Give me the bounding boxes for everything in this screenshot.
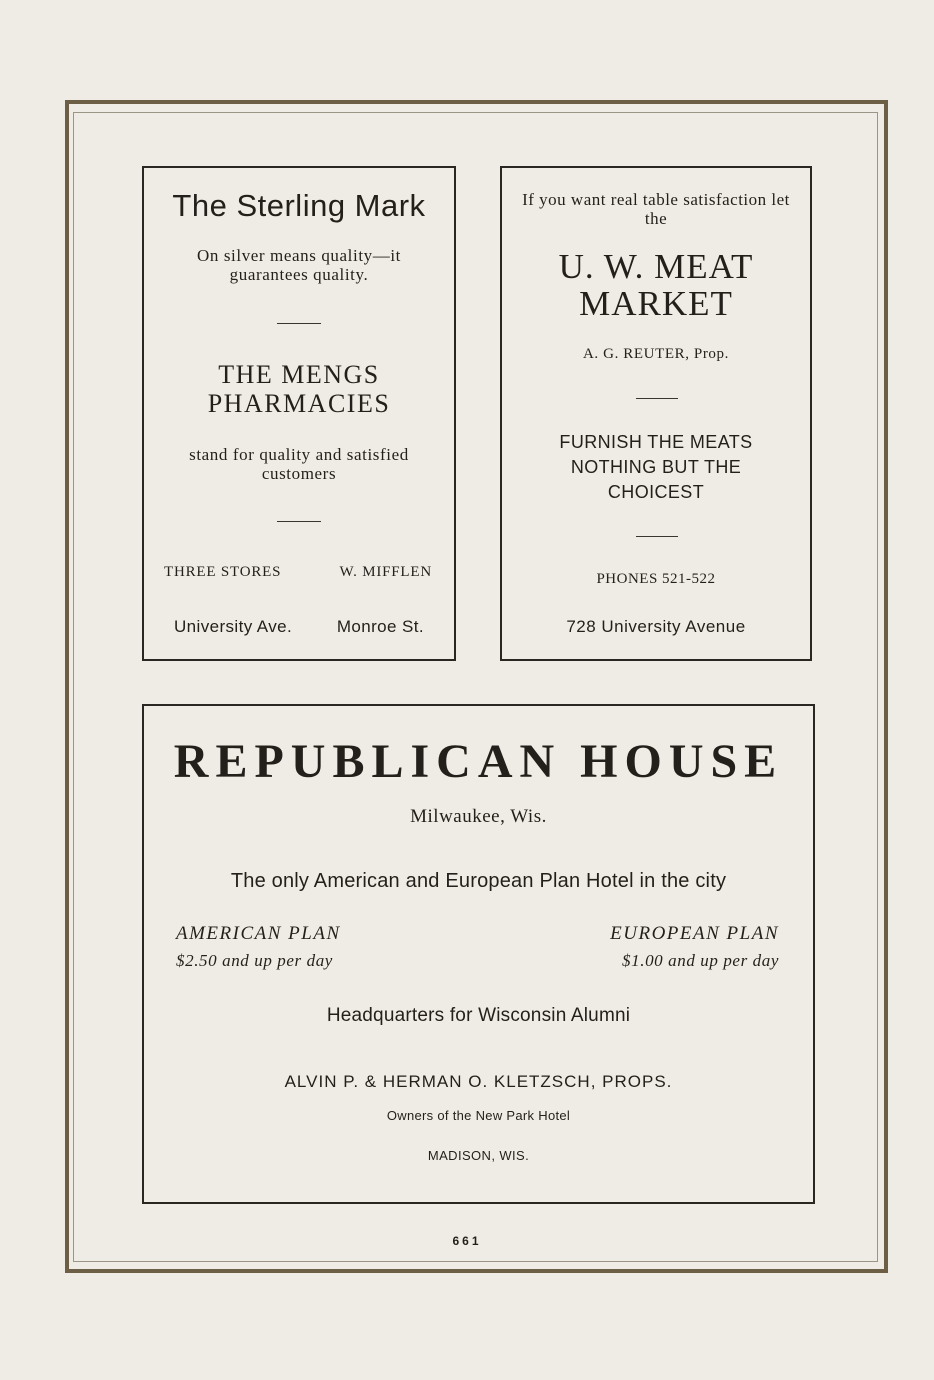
hotel-city: MADISON, WIS. — [427, 1148, 530, 1163]
mengs-stand-for: stand for quality and satisfied customers — [189, 445, 409, 483]
uw-meat-market-ad — [500, 166, 812, 661]
american-plan-price: $2.50 and up per day — [176, 951, 333, 970]
three-stores-label: THREE STORES — [164, 564, 282, 580]
hotel-owners-note: Owners of the New Park Hotel — [386, 1108, 571, 1123]
european-plan-price: $1.00 and up per day — [622, 951, 779, 970]
divider — [277, 521, 321, 522]
american-plan-label: AMERICAN PLAN — [176, 923, 341, 944]
sterling-mark-ad — [142, 166, 456, 661]
hotel-headquarters: Headquarters for Wisconsin Alumni — [326, 1005, 631, 1026]
page-number: 661 — [452, 1234, 482, 1248]
meat-intro: If you want real table satisfaction let the — [522, 190, 790, 228]
meat-title-line2: MARKET — [579, 284, 733, 323]
divider — [636, 398, 678, 399]
meat-proprietor: A. G. REUTER, Prop. — [583, 346, 729, 362]
store-monroe-st: Monroe St. — [336, 617, 424, 636]
meat-address: 728 University Avenue — [566, 617, 746, 636]
mengs-pharmacies-name: THE MENGS PHARMACIES — [207, 360, 391, 418]
sterling-tagline: On silver means quality—it guarantees quality. — [197, 246, 401, 284]
european-plan-label: EUROPEAN PLAN — [610, 923, 779, 944]
sterling-title: The Sterling Mark — [172, 188, 426, 223]
store-w-mifflen: W. MIFFLEN — [339, 564, 432, 580]
store-university-ave: University Ave. — [174, 617, 293, 636]
hotel-proprietors: ALVIN P. & HERMAN O. KLETZSCH, PROPS. — [284, 1072, 673, 1091]
meat-phones: PHONES 521-522 — [596, 571, 716, 587]
meat-title-line1: U. W. MEAT — [558, 247, 754, 286]
divider — [636, 536, 678, 537]
divider — [277, 323, 321, 324]
hotel-location: Milwaukee, Wis. — [410, 806, 547, 827]
republican-house-ad — [142, 704, 815, 1204]
hotel-title: REPUBLICAN HOUSE — [173, 735, 784, 788]
meat-slogan: FURNISH THE MEATS NOTHING BUT THE CHOICEST — [559, 432, 753, 502]
hotel-tagline: The only American and European Plan Hotel in the city — [230, 870, 727, 892]
